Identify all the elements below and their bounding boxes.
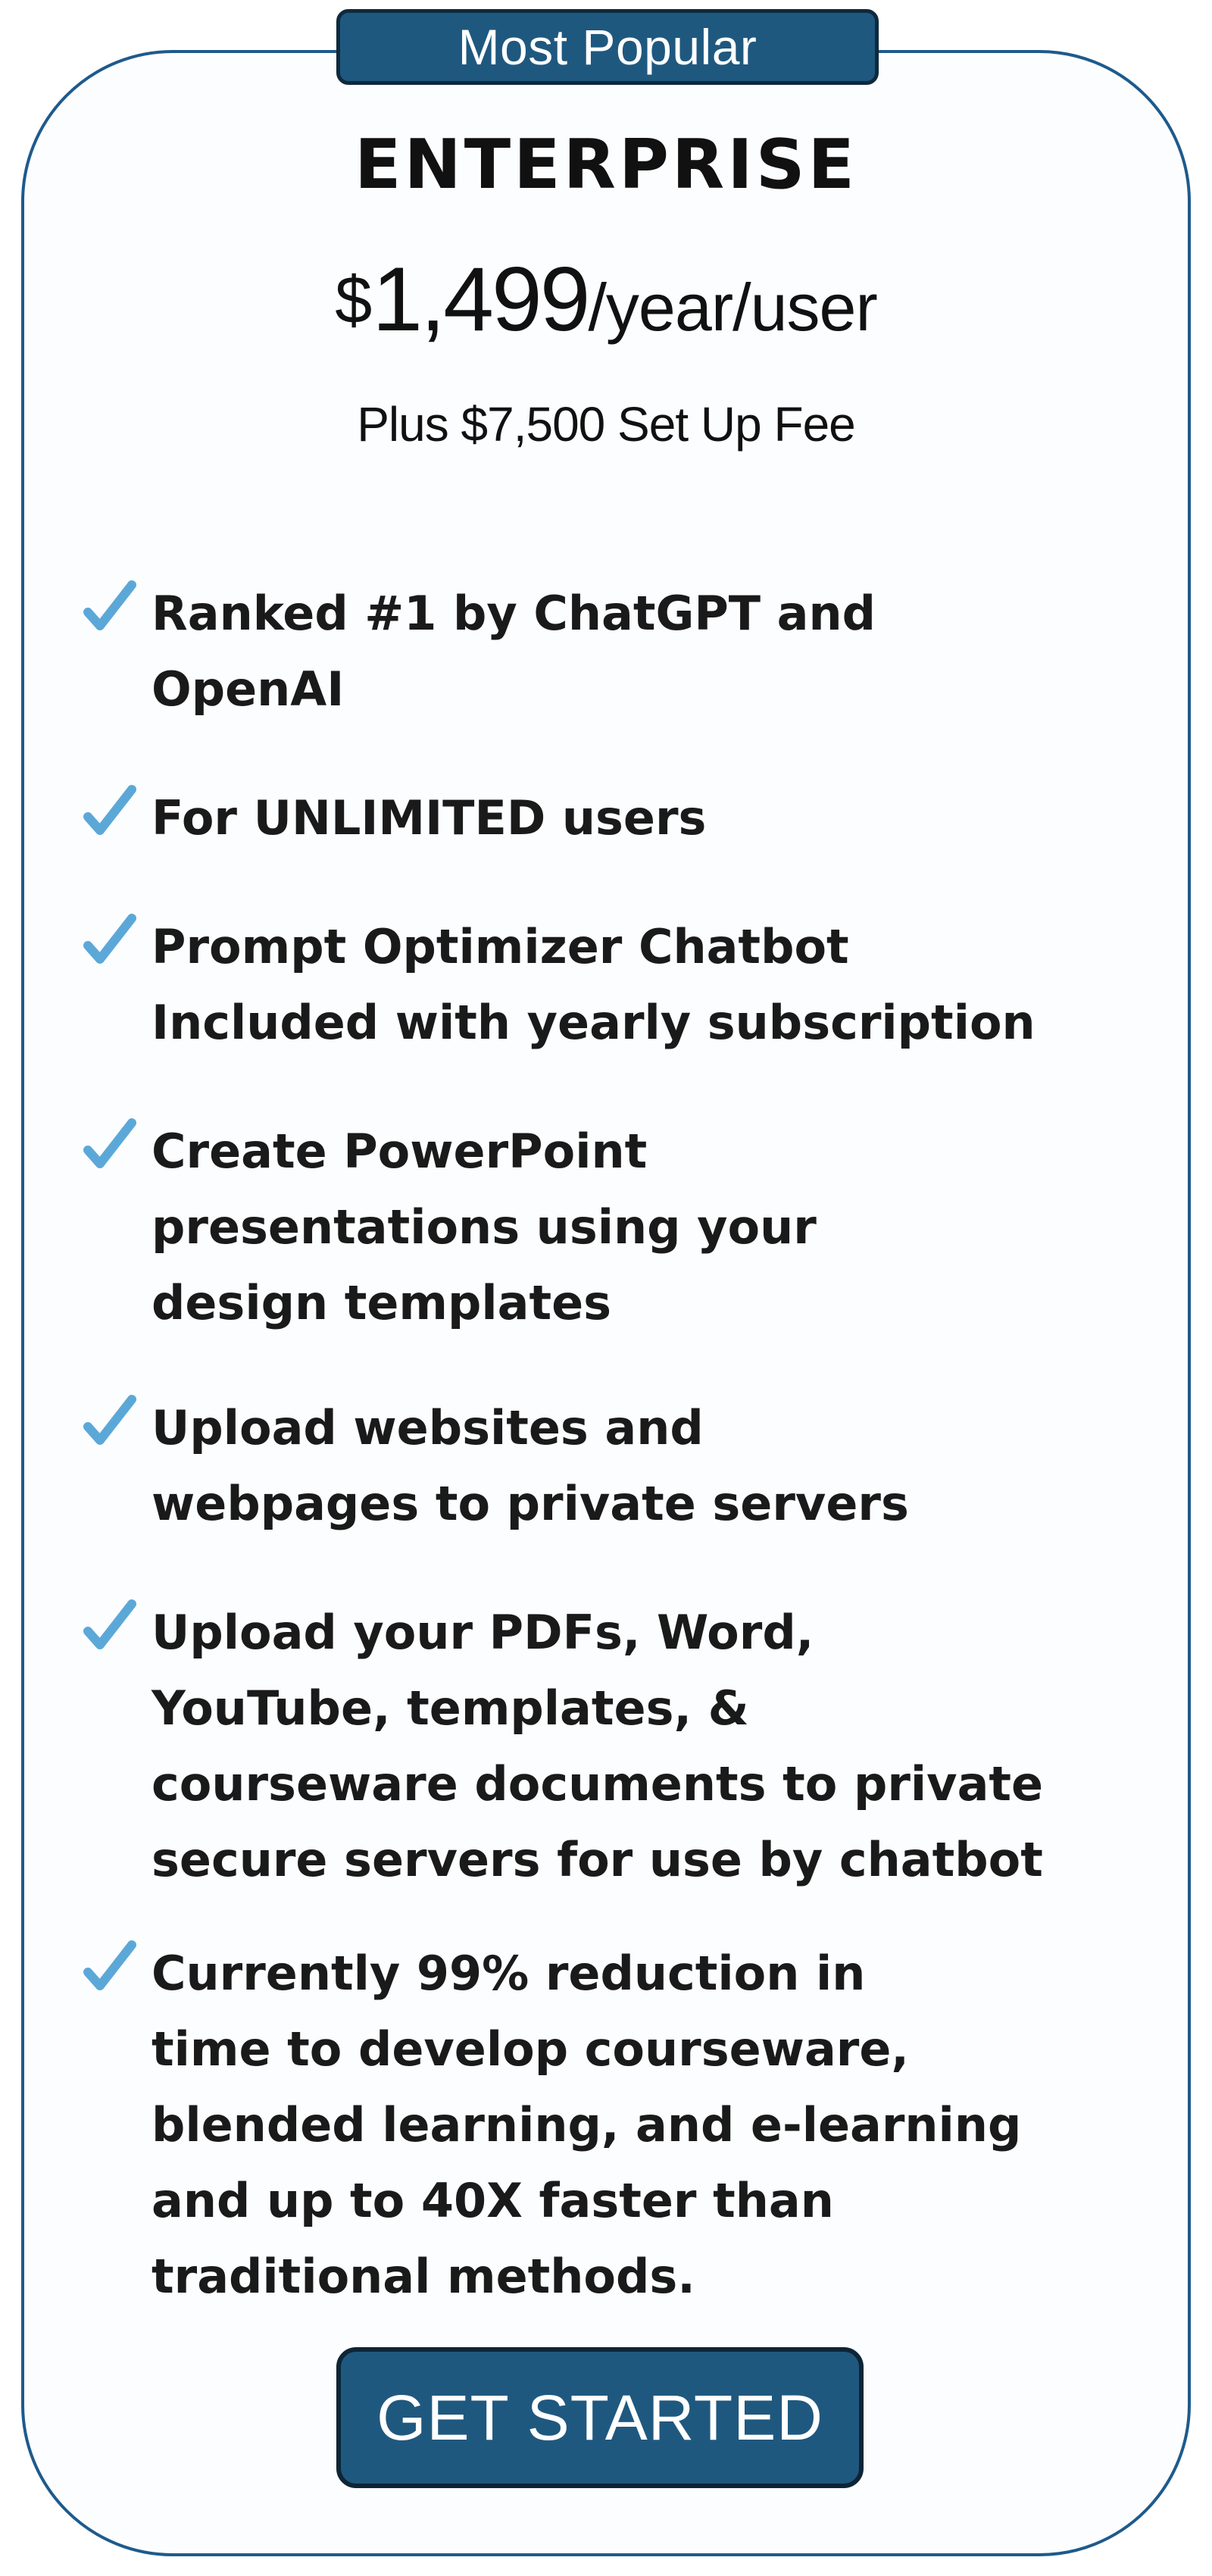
most-popular-badge: Most Popular [336, 9, 879, 85]
feature-text: Create PowerPoint presentations using your design templates [152, 1124, 817, 1330]
check-icon [83, 579, 138, 639]
check-icon [83, 1939, 138, 1999]
plan-name: ENTERPRISE [354, 125, 858, 205]
check-icon [83, 1393, 138, 1454]
check-icon [83, 1117, 138, 1177]
check-icon [83, 912, 138, 973]
check-icon [83, 1598, 138, 1658]
get-started-button[interactable]: GET STARTED [336, 2347, 864, 2488]
check-icon [83, 783, 138, 844]
setup-fee: Plus $7,500 Set Up Fee [357, 397, 855, 452]
feature-text: Upload your PDFs, Word, YouTube, templates, & courseware documents to private secure servers for use by chatbot [152, 1605, 1044, 1887]
feature-text: Prompt Optimizer Chatbot Included with yearly subscription [152, 919, 1036, 1050]
price-currency: $ [335, 262, 373, 337]
feature-text: Ranked #1 by ChatGPT and OpenAI [152, 586, 876, 717]
feature-text: For UNLIMITED users [152, 790, 707, 846]
feature-text: Upload websites and webpages to private servers [152, 1400, 909, 1531]
feature-text: Currently 99% reduction in time to develop courseware, blended learning, and e-learning and up to 40X faster than traditional methods. [152, 1946, 1022, 2304]
price-amount: 1,499 [372, 249, 589, 350]
plan-price [0, 250, 1212, 377]
price-period: /year/user [588, 270, 877, 345]
